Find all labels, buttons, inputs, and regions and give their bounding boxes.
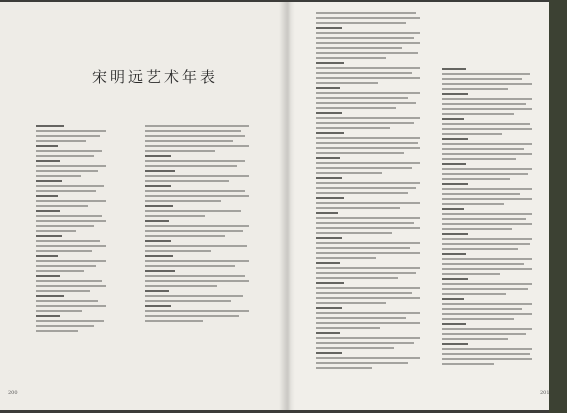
page-number-left: 200 bbox=[8, 390, 18, 396]
page-title: 宋明远艺术年表 bbox=[92, 68, 219, 86]
chronology-column-3 bbox=[316, 12, 426, 372]
chronology-column-4 bbox=[442, 68, 537, 368]
page-number-right: 201 bbox=[540, 390, 550, 396]
book-gutter bbox=[279, 2, 295, 410]
chronology-column-1 bbox=[36, 125, 111, 335]
book-cover-edge bbox=[549, 0, 567, 413]
chronology-column-2 bbox=[145, 125, 253, 325]
